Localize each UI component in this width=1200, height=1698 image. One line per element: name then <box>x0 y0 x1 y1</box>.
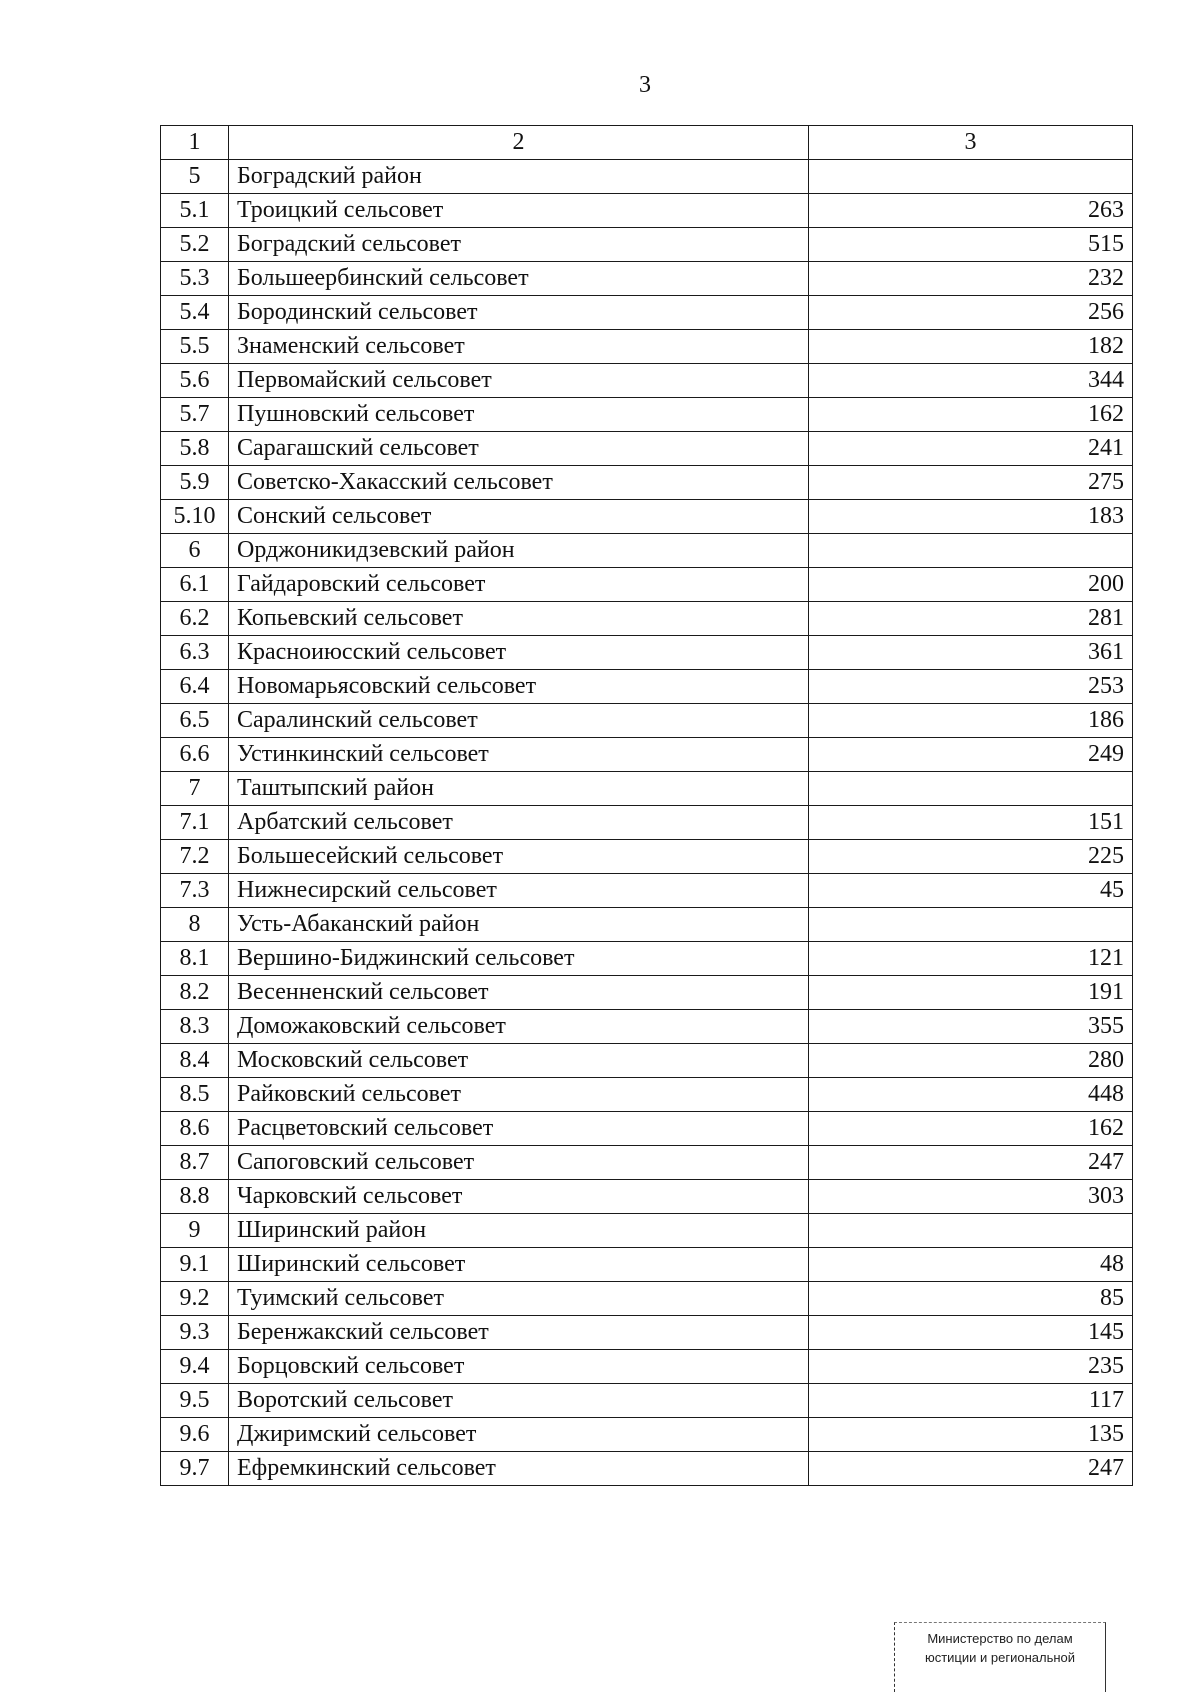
row-number-cell: 5.1 <box>161 194 229 228</box>
row-number-cell: 6.2 <box>161 602 229 636</box>
row-name-cell: Вершино-Биджинский сельсовет <box>229 942 809 976</box>
table-row <box>161 602 1133 636</box>
table-row <box>161 1112 1133 1146</box>
table-row <box>161 840 1133 874</box>
table-row <box>161 262 1133 296</box>
row-number-cell: 8.8 <box>161 1180 229 1214</box>
table-row <box>161 942 1133 976</box>
row-number-cell: 5.10 <box>161 500 229 534</box>
row-name-cell: Большесейский сельсовет <box>229 840 809 874</box>
row-number-cell: 7 <box>161 772 229 806</box>
row-name-cell: Райковский сельсовет <box>229 1078 809 1112</box>
row-value-cell: 85 <box>809 1282 1133 1316</box>
district-row <box>161 1214 1133 1248</box>
row-name-cell: Бородинский сельсовет <box>229 296 809 330</box>
row-value-cell: 344 <box>809 364 1133 398</box>
row-value-cell: 253 <box>809 670 1133 704</box>
row-value-cell: 303 <box>809 1180 1133 1214</box>
header-col-3: 3 <box>809 126 1133 160</box>
table-header-row <box>161 126 1133 160</box>
row-value-cell: 151 <box>809 806 1133 840</box>
row-name-cell: Воротский сельсовет <box>229 1384 809 1418</box>
row-number-cell: 5.6 <box>161 364 229 398</box>
row-number-cell: 7.1 <box>161 806 229 840</box>
row-number-cell: 5.4 <box>161 296 229 330</box>
row-value-cell: 191 <box>809 976 1133 1010</box>
row-value-cell: 225 <box>809 840 1133 874</box>
row-value-cell: 280 <box>809 1044 1133 1078</box>
row-name-cell: Московский сельсовет <box>229 1044 809 1078</box>
row-name-cell: Ширинский сельсовет <box>229 1248 809 1282</box>
row-name-cell: Троицкий сельсовет <box>229 194 809 228</box>
district-row <box>161 160 1133 194</box>
row-number-cell: 7.2 <box>161 840 229 874</box>
row-number-cell: 9.4 <box>161 1350 229 1384</box>
row-value-cell: 121 <box>809 942 1133 976</box>
row-name-cell: Расцветовский сельсовет <box>229 1112 809 1146</box>
row-name-cell: Устинкинский сельсовет <box>229 738 809 772</box>
row-number-cell: 8.1 <box>161 942 229 976</box>
table-row <box>161 228 1133 262</box>
table-row <box>161 364 1133 398</box>
district-row <box>161 534 1133 568</box>
row-name-cell: Боградский район <box>229 160 809 194</box>
settlements-table <box>160 125 1133 1486</box>
table-row <box>161 432 1133 466</box>
row-value-cell: 117 <box>809 1384 1133 1418</box>
stamp-line-1: Министерство по делам <box>927 1631 1073 1646</box>
row-number-cell: 6.5 <box>161 704 229 738</box>
table-row <box>161 1350 1133 1384</box>
row-value-cell: 515 <box>809 228 1133 262</box>
row-value-cell: 247 <box>809 1452 1133 1486</box>
row-number-cell: 9.5 <box>161 1384 229 1418</box>
row-value-cell: 186 <box>809 704 1133 738</box>
row-number-cell: 8.2 <box>161 976 229 1010</box>
row-value-cell: 249 <box>809 738 1133 772</box>
row-name-cell: Пушновский сельсовет <box>229 398 809 432</box>
row-number-cell: 8.7 <box>161 1146 229 1180</box>
row-value-cell: 162 <box>809 398 1133 432</box>
row-value-cell: 281 <box>809 602 1133 636</box>
table-row <box>161 500 1133 534</box>
table-row <box>161 1010 1133 1044</box>
row-value-cell: 135 <box>809 1418 1133 1452</box>
table-row <box>161 1452 1133 1486</box>
row-number-cell: 6.6 <box>161 738 229 772</box>
row-value-cell: 235 <box>809 1350 1133 1384</box>
row-name-cell: Арбатский сельсовет <box>229 806 809 840</box>
row-value-cell: 48 <box>809 1248 1133 1282</box>
row-name-cell: Таштыпский район <box>229 772 809 806</box>
row-name-cell: Нижнесирский сельсовет <box>229 874 809 908</box>
row-value-cell: 232 <box>809 262 1133 296</box>
row-number-cell: 5.2 <box>161 228 229 262</box>
row-name-cell: Сонский сельсовет <box>229 500 809 534</box>
row-value-cell <box>809 908 1133 942</box>
table-row <box>161 806 1133 840</box>
row-number-cell: 5 <box>161 160 229 194</box>
row-number-cell: 7.3 <box>161 874 229 908</box>
page-number: 3 <box>639 72 651 98</box>
row-name-cell: Ефремкинский сельсовет <box>229 1452 809 1486</box>
row-number-cell: 9.1 <box>161 1248 229 1282</box>
row-number-cell: 5.8 <box>161 432 229 466</box>
row-value-cell: 256 <box>809 296 1133 330</box>
row-number-cell: 6.3 <box>161 636 229 670</box>
table-row <box>161 704 1133 738</box>
row-value-cell: 355 <box>809 1010 1133 1044</box>
table-row <box>161 670 1133 704</box>
ministry-stamp <box>894 1622 1106 1692</box>
table-row <box>161 194 1133 228</box>
row-number-cell: 8 <box>161 908 229 942</box>
row-name-cell: Копьевский сельсовет <box>229 602 809 636</box>
row-name-cell: Первомайский сельсовет <box>229 364 809 398</box>
row-name-cell: Ширинский район <box>229 1214 809 1248</box>
table-row <box>161 1418 1133 1452</box>
header-col-2: 2 <box>229 126 809 160</box>
row-value-cell: 361 <box>809 636 1133 670</box>
row-number-cell: 5.9 <box>161 466 229 500</box>
table-row <box>161 1078 1133 1112</box>
row-value-cell <box>809 772 1133 806</box>
row-number-cell: 6.4 <box>161 670 229 704</box>
row-number-cell: 8.6 <box>161 1112 229 1146</box>
table-row <box>161 738 1133 772</box>
row-value-cell: 45 <box>809 874 1133 908</box>
row-name-cell: Сарагашский сельсовет <box>229 432 809 466</box>
row-number-cell: 8.4 <box>161 1044 229 1078</box>
row-number-cell: 6 <box>161 534 229 568</box>
row-value-cell: 241 <box>809 432 1133 466</box>
row-value-cell: 263 <box>809 194 1133 228</box>
header-col-1: 1 <box>161 126 229 160</box>
table-row <box>161 1044 1133 1078</box>
row-name-cell: Чарковский сельсовет <box>229 1180 809 1214</box>
row-value-cell <box>809 160 1133 194</box>
row-name-cell: Орджоникидзевский район <box>229 534 809 568</box>
row-name-cell: Большеербинский сельсовет <box>229 262 809 296</box>
row-number-cell: 5.5 <box>161 330 229 364</box>
row-value-cell: 183 <box>809 500 1133 534</box>
table-body <box>161 126 1133 1486</box>
row-name-cell: Усть-Абаканский район <box>229 908 809 942</box>
row-name-cell: Саралинский сельсовет <box>229 704 809 738</box>
row-name-cell: Красноиюсский сельсовет <box>229 636 809 670</box>
row-name-cell: Знаменский сельсовет <box>229 330 809 364</box>
table-row <box>161 874 1133 908</box>
table-row <box>161 466 1133 500</box>
row-name-cell: Сапоговский сельсовет <box>229 1146 809 1180</box>
row-value-cell: 162 <box>809 1112 1133 1146</box>
table-row <box>161 1180 1133 1214</box>
row-name-cell: Беренжакский сельсовет <box>229 1316 809 1350</box>
table-row <box>161 1146 1133 1180</box>
table-row <box>161 1282 1133 1316</box>
row-number-cell: 9.3 <box>161 1316 229 1350</box>
row-number-cell: 5.3 <box>161 262 229 296</box>
district-row <box>161 908 1133 942</box>
district-row <box>161 772 1133 806</box>
row-number-cell: 9.7 <box>161 1452 229 1486</box>
row-value-cell <box>809 1214 1133 1248</box>
row-value-cell: 275 <box>809 466 1133 500</box>
row-value-cell: 145 <box>809 1316 1133 1350</box>
table-row <box>161 1248 1133 1282</box>
row-name-cell: Борцовский сельсовет <box>229 1350 809 1384</box>
row-name-cell: Доможаковский сельсовет <box>229 1010 809 1044</box>
row-name-cell: Гайдаровский сельсовет <box>229 568 809 602</box>
row-value-cell: 200 <box>809 568 1133 602</box>
row-value-cell <box>809 534 1133 568</box>
row-number-cell: 5.7 <box>161 398 229 432</box>
row-name-cell: Туимский сельсовет <box>229 1282 809 1316</box>
row-value-cell: 247 <box>809 1146 1133 1180</box>
row-number-cell: 6.1 <box>161 568 229 602</box>
row-number-cell: 8.3 <box>161 1010 229 1044</box>
table-row <box>161 398 1133 432</box>
row-number-cell: 9.6 <box>161 1418 229 1452</box>
table-row <box>161 1316 1133 1350</box>
row-value-cell: 182 <box>809 330 1133 364</box>
row-number-cell: 8.5 <box>161 1078 229 1112</box>
row-value-cell: 448 <box>809 1078 1133 1112</box>
row-number-cell: 9.2 <box>161 1282 229 1316</box>
row-name-cell: Советско-Хакасский сельсовет <box>229 466 809 500</box>
row-name-cell: Джиримский сельсовет <box>229 1418 809 1452</box>
table-row <box>161 1384 1133 1418</box>
table-row <box>161 636 1133 670</box>
table-row <box>161 976 1133 1010</box>
table-row <box>161 296 1133 330</box>
row-name-cell: Боградский сельсовет <box>229 228 809 262</box>
row-name-cell: Весенненский сельсовет <box>229 976 809 1010</box>
row-name-cell: Новомарьясовский сельсовет <box>229 670 809 704</box>
table-row <box>161 330 1133 364</box>
table-row <box>161 568 1133 602</box>
row-number-cell: 9 <box>161 1214 229 1248</box>
stamp-line-2: юстиции и региональной <box>924 1650 1076 1665</box>
